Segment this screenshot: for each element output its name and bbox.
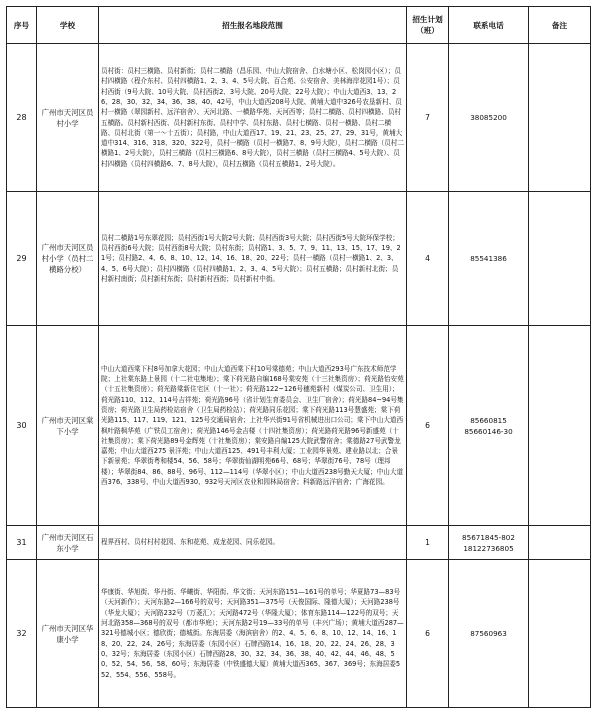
- phone-number: 85671845-802: [462, 532, 515, 542]
- row-no: 31: [7, 526, 37, 560]
- row-plan: 6: [407, 560, 449, 708]
- row-no: 28: [7, 44, 37, 192]
- row-school: 广州市天河区员村小学: [37, 44, 99, 192]
- row-remark: [529, 44, 591, 192]
- header-remark: 备注: [529, 7, 591, 44]
- row-remark: [529, 526, 591, 560]
- row-no: 32: [7, 560, 37, 708]
- row-plan: 6: [407, 326, 449, 526]
- row-phone: [449, 192, 529, 326]
- row-plan: 4: [407, 192, 449, 326]
- row-school: 广州市天河区华康小学: [37, 560, 99, 708]
- row-plan: 7: [407, 44, 449, 192]
- phone-number: 87560963: [470, 629, 507, 638]
- table-row: [7, 326, 591, 526]
- phone-number: 85660146-30: [464, 426, 513, 436]
- row-no: 29: [7, 192, 37, 326]
- row-remark: [529, 560, 591, 708]
- enrollment-table: [6, 6, 591, 708]
- table-row: [7, 526, 591, 560]
- row-remark: [529, 192, 591, 326]
- row-plan: 1: [407, 526, 449, 560]
- row-remark: [529, 326, 591, 526]
- row-no: 30: [7, 326, 37, 526]
- header-plan: 招生计划（班）: [407, 7, 449, 44]
- row-area: 程界西村、员村村村花园、东和花苑、成龙花园、同乐花园。: [99, 526, 407, 560]
- phone-number: 18122736805: [463, 543, 514, 553]
- phone-number: 85660815: [470, 415, 507, 425]
- phone-number: 85541386: [470, 254, 507, 263]
- row-phone: [449, 44, 529, 192]
- row-school: 广州市天河区员村小学（员村二横路分校）: [37, 192, 99, 326]
- table-row: [7, 560, 591, 708]
- row-phone: [449, 526, 529, 560]
- row-school: 广州市天河区棠下小学: [37, 326, 99, 526]
- row-area: 华康街、华旭街、华丹街、华曦街、华阳街、华文街；天河东路151—161号的单号；华夏路73—83号（天河新作）；天河东路2—166号的双号；天河路351—375号（天俊国际、隆德大厦）；天河路238号（华龙大厦）；天河路232号（万菱汇）；天河路472号（华隆大厦）；体育东路114—122号的双号；天河北路358—368号的双号（都市华庭）；天河东路2号19—33号的单号（丰兴广场）；黄埔大道西287—321号德城小区；德欣街；德城街。东海居委（海滨宿舍）的2、4、5、6、8、10、12、14、16、18、20、22、24、26号；东海居委（东园小区）石牌西路14、16、18、20、22、24、26、28、30、32号；东海居委（东园小区）石牌西路28、30、32、34、36、38、40、42、44、46、48、50、52、54、56、58、60号；东海居委（中铁盛德大厦）黄埔大道西365、367、369号；东海居委552、554、556、558号。: [99, 560, 407, 708]
- table-row: [7, 44, 591, 192]
- row-area: 员村二横路1号东翠花园；员村西街1号大院2号大院；员村西街3号大院；员村西街5号大院环保学校；员村西街6号大院；员村西街8号大院；员村东街；员村路1、3、5、7、9、11、13、15、17、19、21号；员村路2、4、6、8、10、12、14、16、18、20、22号；员村一横路（员村一横路1、2、3、4、5、6号大院）；员村四横路（员村四横路1、2、3、4、5号大院）；员村五横路；员村新村北街；员村新村南街；员村新村东街；员村新村西街；员村新村中街。: [99, 192, 407, 326]
- row-phone: [449, 326, 529, 526]
- table-row: [7, 192, 591, 326]
- row-phone: [449, 560, 529, 708]
- phone-number: 38085200: [470, 113, 507, 122]
- header-school: 学校: [37, 7, 99, 44]
- header-phone: 联系电话: [449, 7, 529, 44]
- header-no: 序号: [7, 7, 37, 44]
- row-school: 广州市天河区石东小学: [37, 526, 99, 560]
- row-area: 员村街：员村三横路、员村新街；员村二横路（昌乐园、中山大院宿舍、白水塘小区、松岗园小区）；员村四横路（程介东村、员村四横路1、2、3、4、5号大院、百合苑、公安宿舍、美林海岸花园1号）；员村西街（9号大院、10号大院、员村西街2、3号大院、20号大院、22号大院）；中山大道西3、13、26、28、30、32、34、36、38、40、42号，中山大道西208号大院、黄埔大道中326号农垦新村、员村一横路（翠园新村、远洋宿舍）、天河北路、一横路华苑、天河西等；员村二横路、员村四横路、员村五横路。员村新村西街、员村新村东街、员村中学、员村东路、员村七横路、员村一横路、员村二横路、员村北街（第一～十五街）；员村路，中山大道西17、19、21、23、25、27、29、31号，黄埔大道中314、316、318、320、322号，员村一横路（员村一横路7、8、9号大院），员村二横路（员村二横路1、2号大院），员村三横路（员村三横路6、8号大院），员村三横路（员村三横路4、5号大院）、员村四横路（员村四横路6、7、8号大院），员村五横路（员村五横路1、2号大院）。: [99, 44, 407, 192]
- table-header-row: [7, 7, 591, 44]
- header-area: 招生报名地段范围: [99, 7, 407, 44]
- row-area: 中山大道西棠下村8号加拿大花园；中山大道西棠下村10号棠德苑；中山大道西293号广东技术师范学院；上社棠东路上景园（十二社屯集地）；棠下荷光路自编168号棠安苑（十三社集资房）；荷光路怡安苑（十五社集资房）；荷光路棠新住宅区（十一社）；荷光路122~126号穗苑新村（煤炭公司、卫生用）；荷光路110、112、114号吉祥苑；荷光路96号（省计划生育委员会、卫生厂宿舍）；荷光路84~94号集资房；荷光路卫生局药检站宿舍（卫生局药检站）；荷光路同乐花园；棠下荷光路113号慧盛苑；棠下荷光路115、117、119、121、125号交通局宿舍；上社华兴街91号省机械进出口公司；棠下中山大道西枫叶路枫华苑（广铁员工宿舍）；荷光路146号金吉楼（十四社集资房）；荷光路荷光路96号新盛苑（十社集资房）；棠下荷光路89号金辉苑（十社集资房）；棠安路自编125大院武警宿舍；棠德路27号武警龙嘉苑；中山大道西275 景洋苑；中山大道西125、491号丰利大厦；工业园华景苑、建业路以北；合景下新景苑；华翠街粤和楼54、56、58号；华翠街仙湖明苑66号、68号；华翠街76号、78号（理邦楼）；华翠街84、86、88号、96号、112—114号（华翠小区）；中山大道西238号勤天大厦；中山大道西376、338号、中山大道西930、932号天河区农业和园林局宿舍；科新路远洋宿舍；广海花园。: [99, 326, 407, 526]
